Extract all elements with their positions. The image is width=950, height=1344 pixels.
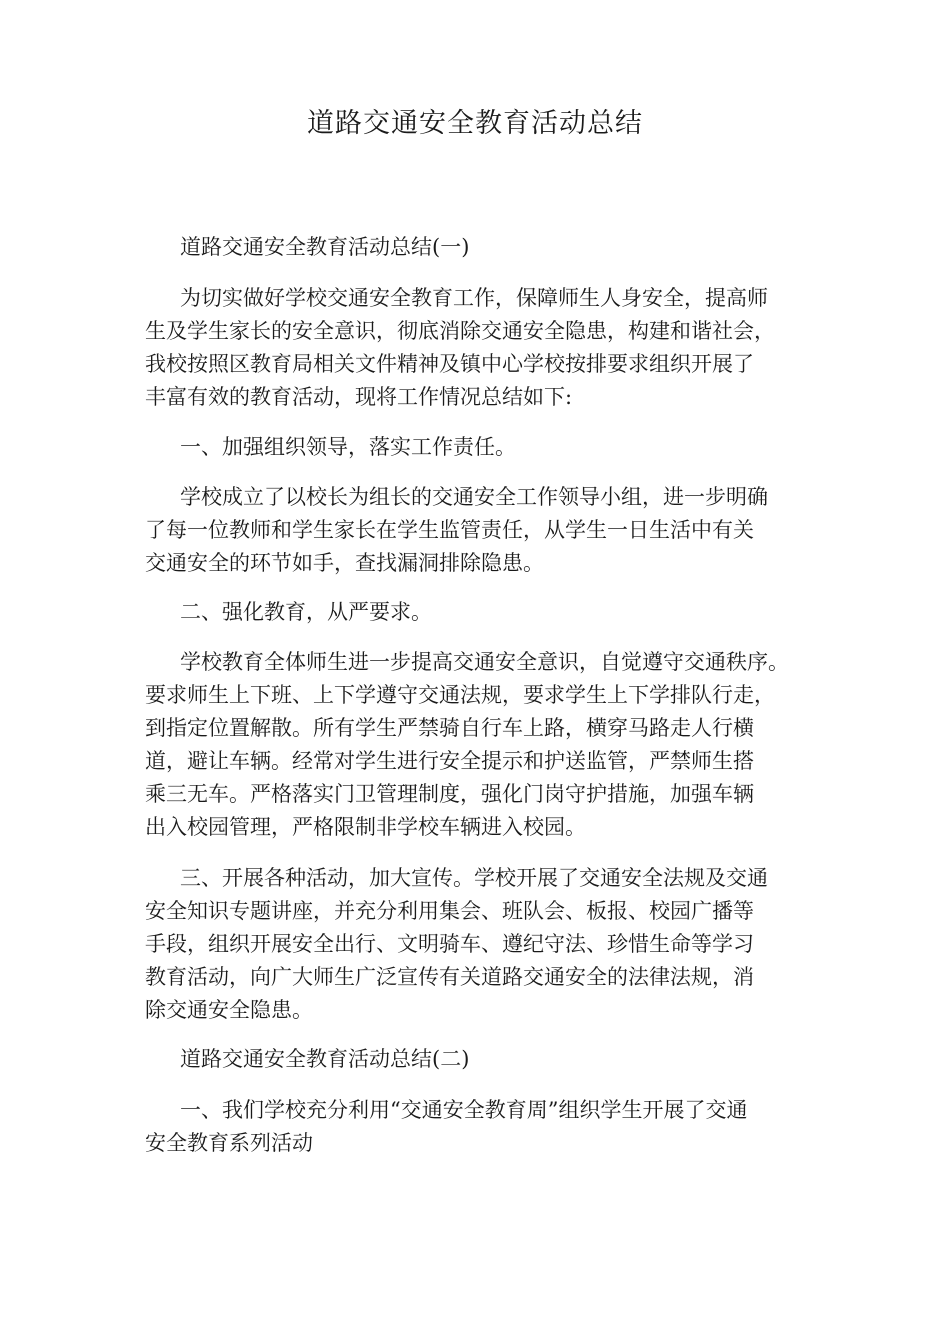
text-line: 一、加强组织领导，落实工作责任。 <box>180 435 516 459</box>
section-heading-1 <box>145 231 815 264</box>
text-line: 我校按照区教育局相关文件精神及镇中心学校按排要求组织开展了 <box>145 352 754 376</box>
text-line: 道路交通安全教育活动总结(一) <box>180 235 470 259</box>
text-line: 手段，组织开展安全出行、文明骑车、遵纪守法、珍惜生命等学习 <box>145 932 754 956</box>
text-line: 安全教育系列活动 <box>145 1131 313 1155</box>
text-line: 一、我们学校充分利用“交通安全教育周”组织学生开展了交通 <box>180 1098 748 1122</box>
text-line: 安全知识专题讲座，并充分利用集会、班队会、板报、校园广播等 <box>145 899 754 923</box>
document-title: 道路交通安全教育活动总结 <box>307 108 643 139</box>
text-line: 三、开展各种活动，加大宣传。学校开展了交通安全法规及交通 <box>180 866 768 890</box>
text-line: 学校成立了以校长为组长的交通安全工作领导小组，进一步明确 <box>180 485 768 509</box>
text-line: 到指定位置解散。所有学生严禁骑自行车上路，横穿马路走人行横 <box>145 716 754 740</box>
text-line: 丰富有效的教育活动，现将工作情况总结如下: <box>145 385 573 409</box>
text-line: 道路交通安全教育活动总结(二) <box>180 1047 470 1071</box>
paragraph-week <box>145 1094 815 1160</box>
text-line: 乘三无车。严格落实门卫管理制度，强化门岗守护措施，加强车辆 <box>145 782 754 806</box>
paragraph-activities <box>145 862 815 1027</box>
text-line: 要求师生上下班、上下学遵守交通法规，要求学生上下学排队行走， <box>145 683 775 707</box>
text-line: 生及学生家长的安全意识，彻底消除交通安全隐患，构建和谐社会， <box>145 319 775 343</box>
paragraph-education <box>145 646 815 844</box>
text-line: 为切实做好学校交通安全教育工作，保障师生人身安全，提高师 <box>180 286 768 310</box>
text-line: 教育活动，向广大师生广泛宣传有关道路交通安全的法律法规，消 <box>145 965 754 989</box>
text-line: 出入校园管理，严格限制非学校车辆进入校园。 <box>145 815 586 839</box>
text-line: 了每一位教师和学生家长在学生监管责任，从学生一日生活中有关 <box>145 518 754 542</box>
text-line: 交通安全的环节如手，查找漏洞排除隐患。 <box>145 551 544 575</box>
text-line: 学校教育全体师生进一步提高交通安全意识，自觉遵守交通秩序。 <box>180 650 789 674</box>
text-line: 道，避让车辆。经常对学生进行安全提示和护送监管，严禁师生搭 <box>145 749 754 773</box>
paragraph-intro <box>145 282 815 414</box>
text-line: 二、强化教育，从严要求。 <box>180 600 432 624</box>
section-heading-2 <box>145 1043 815 1076</box>
paragraph-organization <box>145 481 815 580</box>
subheading-1 <box>145 431 815 464</box>
text-line: 除交通安全隐患。 <box>145 998 313 1022</box>
subheading-2 <box>145 596 815 629</box>
